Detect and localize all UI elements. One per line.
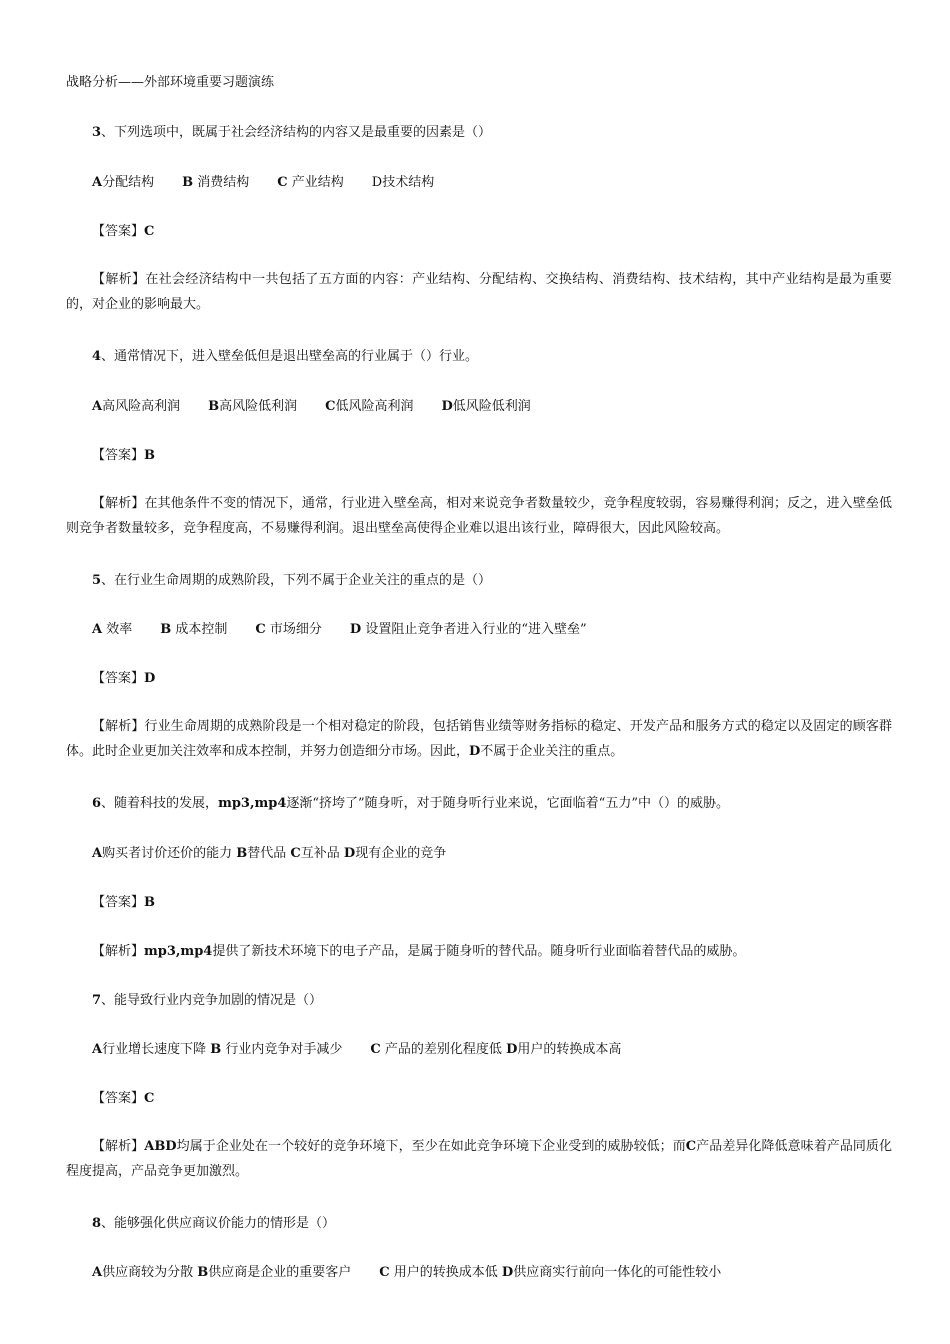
option-letter: D (343, 846, 356, 861)
option-text: 技术结构 (382, 175, 435, 190)
document-title: 战略分析——外部环境重要习题演练 (66, 75, 275, 90)
question-8-options (92, 1265, 721, 1281)
analysis-text: 均属于企业处在一个较好的竞争环境下，至少在如此竞争环境下企业受到的威胁较低；而 (176, 1139, 686, 1154)
option-text: 消费结构 (197, 175, 250, 190)
question-4 (92, 349, 478, 365)
question-3-options (92, 175, 434, 191)
option-text: 互补品 (300, 846, 340, 861)
analysis-label: 【解析】 (92, 1139, 145, 1154)
analysis-text: 在社会经济结构中一共包括了五方面的内容：产业结构、分配结构、交换结构、消费结构、技术结构，其中产业结构是最为重要的，对企业的影响最大。 (66, 272, 892, 312)
analysis-text: 在其他条件不变的情况下，通常，行业进入壁垒高，相对来说竞争者数量较少，竞争程度较弱，容易赚得利润；反之，进入壁垒低则竞争者数量较多，竞争程度高，不易赚得利润。退出壁垒高使得企业难以退出该行业，障碍很大，因此风险较高。 (66, 496, 892, 536)
option-letter: B (210, 1042, 222, 1057)
option-text: 设置阻止竞争者进入行业的“进入壁垒” (365, 622, 587, 637)
answer-4 (92, 448, 155, 464)
option-letter: C (379, 1265, 390, 1280)
option-letter: C (290, 846, 301, 861)
analysis-6 (92, 944, 745, 960)
option-letter: A (92, 846, 103, 861)
analysis-text: 提供了新技术环境下的电子产品，是属于随身听的替代品。随身听行业面临着替代品的威胁。 (212, 944, 746, 959)
answer-value: C (144, 224, 155, 239)
option-letter: B (208, 399, 220, 414)
question-text: 、随着科技的发展， (101, 796, 219, 811)
option-text: 购买者讨价还价的能力 (102, 846, 233, 861)
option-text: 市场细分 (269, 622, 322, 637)
option-letter: A (92, 175, 103, 190)
question-7-options (92, 1042, 621, 1058)
answer-6 (92, 895, 155, 911)
answer-label: 【答案】 (92, 1091, 145, 1106)
question-number: 5 (92, 573, 102, 588)
option-letter: D (506, 1042, 518, 1057)
option-letter: A (92, 1265, 103, 1280)
answer-label: 【答案】 (92, 671, 145, 686)
analysis-3 (66, 267, 892, 317)
question-text: 、能导致行业内竞争加剧的情况是（） (101, 993, 323, 1008)
option-letter: B (182, 175, 194, 190)
question-text: 、下列选项中，既属于社会经济结构的内容又是最重要的因素是（） (101, 125, 492, 140)
answer-label: 【答案】 (92, 895, 145, 910)
option-letter: C (370, 1042, 381, 1057)
analysis-label: 【解析】 (92, 719, 145, 734)
question-8 (92, 1216, 335, 1232)
option-text: 行业增长速度下降 (102, 1042, 207, 1057)
option-letter: B (160, 622, 172, 637)
answer-value: B (144, 895, 156, 910)
answer-label: 【答案】 (92, 224, 145, 239)
option-text: 行业内竞争对手减少 (225, 1042, 343, 1057)
answer-3 (92, 224, 154, 240)
question-6 (92, 796, 729, 812)
option-letter: A (92, 1042, 103, 1057)
option-text: 高风险低利润 (219, 399, 298, 414)
question-7 (92, 993, 322, 1009)
question-6-options (92, 846, 446, 862)
option-letter: A (92, 399, 103, 414)
question-text: 、通常情况下，进入壁垒低但是退出壁垒高的行业属于（）行业。 (101, 349, 479, 364)
analysis-keyword: mp3,mp4 (144, 944, 213, 959)
option-letter: B (236, 846, 248, 861)
question-number: 3 (92, 125, 102, 140)
option-letter: C (277, 175, 288, 190)
option-letter: A (92, 622, 103, 637)
analysis-label: 【解析】 (92, 944, 145, 959)
question-number: 4 (92, 349, 102, 364)
option-letter: D (371, 175, 383, 190)
option-text: 低风险低利润 (452, 399, 531, 414)
question-text: 、在行业生命周期的成熟阶段，下列不属于企业关注的重点的是（） (101, 573, 492, 588)
option-letter: D (349, 622, 362, 637)
analysis-label: 【解析】 (92, 496, 145, 511)
option-text: 低风险高利润 (335, 399, 414, 414)
answer-value: C (144, 1091, 155, 1106)
question-number: 7 (92, 993, 102, 1008)
option-letter: C (325, 399, 336, 414)
option-text: 供应商较为分散 (102, 1265, 194, 1280)
question-text: 、能够强化供应商议价能力的情形是（） (101, 1216, 336, 1231)
question-5-options (92, 622, 587, 638)
analysis-keyword: ABD (144, 1139, 177, 1154)
option-text: 产业结构 (291, 175, 344, 190)
option-letter: B (197, 1265, 209, 1280)
option-letter: C (255, 622, 266, 637)
analysis-4 (66, 491, 892, 541)
analysis-text: 产品差异化降低意味着产品同质化程度提高，产品竞争更加激烈。 (66, 1139, 892, 1179)
analysis-text: 不属于企业关注的重点。 (480, 744, 624, 759)
analysis-7 (66, 1134, 892, 1184)
option-text: 供应商是企业的重要客户 (208, 1265, 352, 1280)
option-text: 效率 (106, 622, 133, 637)
answer-5 (92, 671, 155, 687)
option-text: 供应商实行前向一体化的可能性较小 (513, 1265, 722, 1280)
option-text: 成本控制 (175, 622, 228, 637)
answer-7 (92, 1091, 154, 1107)
analysis-text: 行业生命周期的成熟阶段是一个相对稳定的阶段，包括销售业绩等财务指标的稳定、开发产品和服务方式的稳定以及固定的顾客群体。此时企业更加关注效率和成本控制，并努力创造细分市场。因此， (66, 719, 892, 759)
answer-value: B (144, 448, 156, 463)
analysis-option: D (469, 744, 481, 759)
question-text: 逐渐“挤垮了”随身听，对于随身听行业来说，它面临着“五力”中（）的威胁。 (286, 796, 729, 811)
question-3 (92, 125, 491, 141)
option-text: 替代品 (247, 846, 287, 861)
answer-value: D (144, 671, 156, 686)
option-text: 现有企业的竞争 (355, 846, 447, 861)
analysis-option: C (685, 1139, 697, 1154)
question-4-options (92, 399, 531, 415)
analysis-5 (66, 714, 892, 764)
question-5 (92, 573, 491, 589)
option-text: 用户的转换成本低 (393, 1265, 498, 1280)
option-letter: D (441, 399, 453, 414)
option-text: 高风险高利润 (102, 399, 181, 414)
question-keyword: mp3,mp4 (218, 796, 287, 811)
answer-label: 【答案】 (92, 448, 145, 463)
question-number: 8 (92, 1216, 102, 1231)
option-text: 产品的差别化程度低 (384, 1042, 502, 1057)
analysis-label: 【解析】 (92, 272, 146, 287)
option-letter: D (501, 1265, 514, 1280)
option-text: 用户的转换成本高 (517, 1042, 622, 1057)
option-text: 分配结构 (102, 175, 155, 190)
question-number: 6 (92, 796, 102, 811)
